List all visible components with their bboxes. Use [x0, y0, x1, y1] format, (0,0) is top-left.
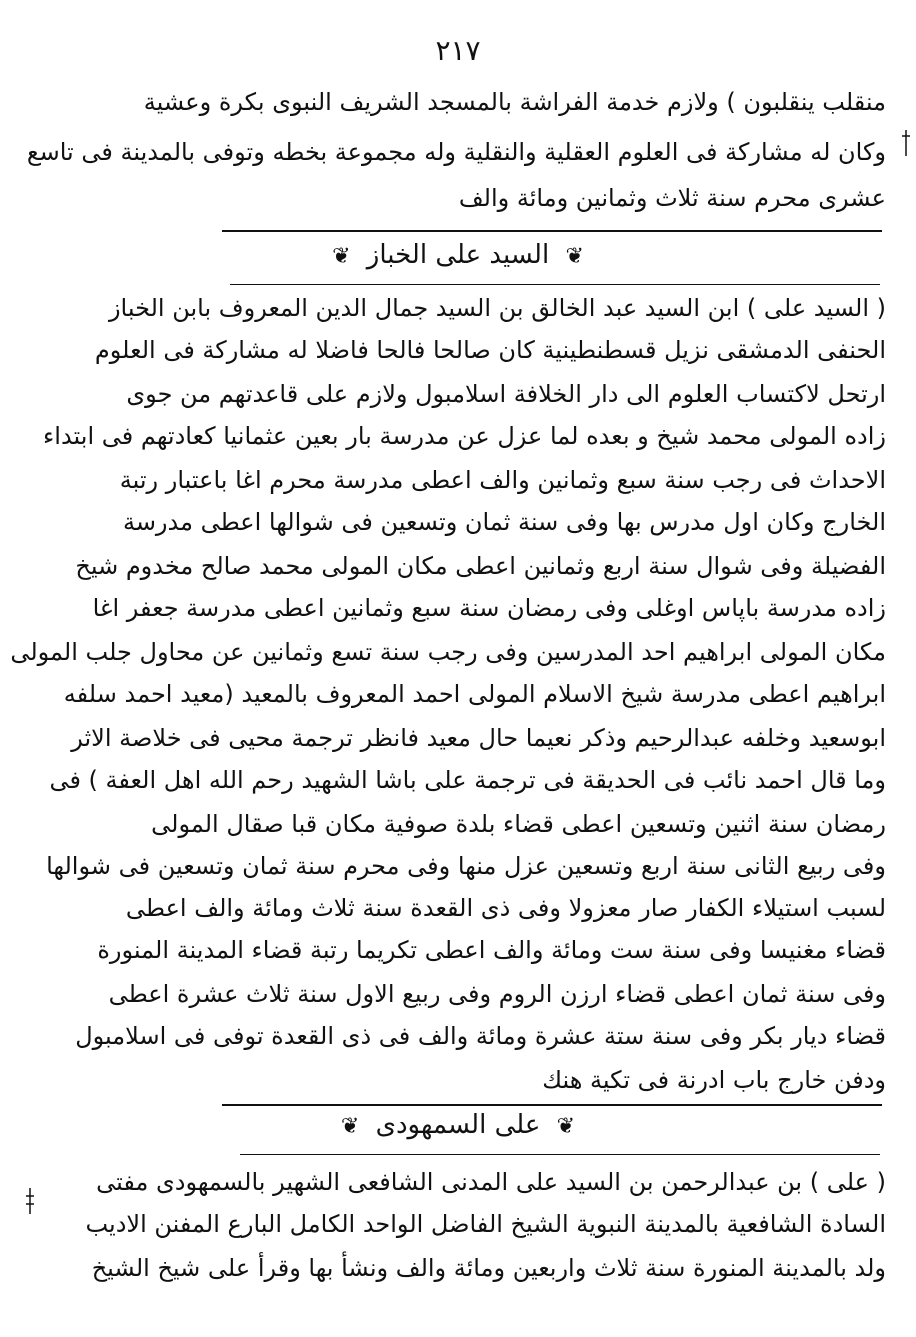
text-line: الاحداث فى رجب سنة سبع وثمانين والف اعطى مدرسة محرم اغا باعتبار رتبة — [119, 466, 886, 494]
text-line: ( السيد على ) ابن السيد عبد الخالق بن السيد جمال الدين المعروف بابن الخباز — [108, 294, 886, 322]
text-line: رمضان سنة اثنين وتسعين اعطى قضاء بلدة صوفية مكان قبا صقال المولى — [151, 810, 886, 838]
text-line: ولد بالمدينة المنورة سنة ثلاث واربعين ومائة والف ونشأ بها وقرأ على شيخ الشيخ — [91, 1254, 886, 1282]
ornament-icon: ❦ — [556, 1114, 576, 1139]
text-line: زاده المولى محمد شيخ و بعده لما عزل عن مدرسة بار بعين عثمانيا كعادتهم فى ابتداء — [43, 422, 886, 450]
text-line: ارتحل لاكتساب العلوم الى دار الخلافة اسلامبول ولازم على قاعدتهم من جوى — [126, 380, 886, 408]
text-line: ابراهيم اعطى مدرسة شيخ الاسلام المولى احمد المعروف بالمعيد (معيد احمد سلفه — [63, 680, 886, 708]
text-line: قضاء ديار بكر وفى سنة ستة عشرة ومائة والف فى ذى القعدة توفى فى اسلامبول — [75, 1022, 886, 1050]
text-line: ودفن خارج باب ادرنة فى تكية هنك — [542, 1066, 886, 1094]
entry-title: على السمهودى — [375, 1110, 541, 1140]
text-line: ابوسعيد وخلفه عبدالرحيم وذكر نعيما حال معيد فانظر ترجمة محيى فى خلاصة الاثر — [71, 724, 886, 752]
entry-heading — [0, 1110, 916, 1140]
margin-mark — [900, 128, 912, 158]
ornament-icon: ❦ — [340, 1114, 360, 1139]
text-line: الفضيلة وفى شوال سنة اربع وثمانين اعطى مكان المولى محمد صالح مخدوم شيخ — [75, 552, 886, 580]
ornament-icon: ❦ — [565, 244, 584, 269]
text-line: وفى سنة ثمان اعطى قضاء ارزن الروم وفى ربيع الاول سنة ثلاث عشرة اعطى — [108, 980, 886, 1008]
ornament-icon: ❦ — [332, 244, 351, 269]
section-divider — [222, 1104, 882, 1106]
page-number: ٢١٧ — [435, 34, 481, 67]
entry-title: السيد على الخباز — [366, 240, 550, 270]
text-line: زاده مدرسة باپاس اوغلى وفى رمضان سنة سبع وثمانين اعطى مدرسة جعفر اغا — [92, 594, 886, 622]
text-line: لسبب استيلاء الكفار صار معزولا وفى ذى القعدة سنة ثلاث ومائة والف اعطى — [125, 894, 886, 922]
text-line: ( على ) بن عبدالرحمن بن السيد على المدنى الشافعى الشهير بالسمهودى مفتى — [96, 1168, 886, 1196]
text-line: منقلب ينقلبون ) ولازم خدمة الفراشة بالمسجد الشريف النبوى بكرة وعشية — [143, 88, 886, 116]
text-line: الحنفى الدمشقى نزيل قسطنطينية كان صالحا فالحا فاضلا له مشاركة فى العلوم — [94, 336, 886, 364]
text-line: عشرى محرم سنة ثلاث وثمانين ومائة والف — [458, 184, 886, 212]
text-line: قضاء مغنيسا وفى سنة ست ومائة والف اعطى تكريما رتبة قضاء المدينة المنورة — [97, 936, 886, 964]
heading-underline — [240, 1154, 880, 1155]
section-divider — [222, 230, 882, 232]
text-line: وفى ربيع الثانى سنة اربع وتسعين عزل منها وفى محرم سنة ثمان وتسعين فى شوالها — [46, 852, 886, 880]
text-line: وما قال احمد نائب فى الحديقة فى ترجمة على باشا الشهيد رحم الله اهل العفة ) فى — [49, 766, 886, 794]
entry-heading — [0, 240, 916, 270]
text-line: السادة الشافعية بالمدينة النبوية الشيخ الفاضل الواحد الكامل البارع المفنن الاديب — [85, 1210, 886, 1238]
text-line: مكان المولى ابراهيم احد المدرسين وفى رجب سنة تسع وثمانين عن محاول جلب المولى — [10, 638, 886, 666]
text-line: الخارج وكان اول مدرس بها وفى سنة ثمان وتسعين فى شوالها اعطى مدرسة — [122, 508, 886, 536]
margin-mark — [24, 1186, 36, 1216]
text-line: وكان له مشاركة فى العلوم العقلية والنقلية وله مجموعة بخطه وتوفى بالمدينة فى تاسع — [26, 138, 886, 166]
heading-underline — [230, 284, 880, 285]
